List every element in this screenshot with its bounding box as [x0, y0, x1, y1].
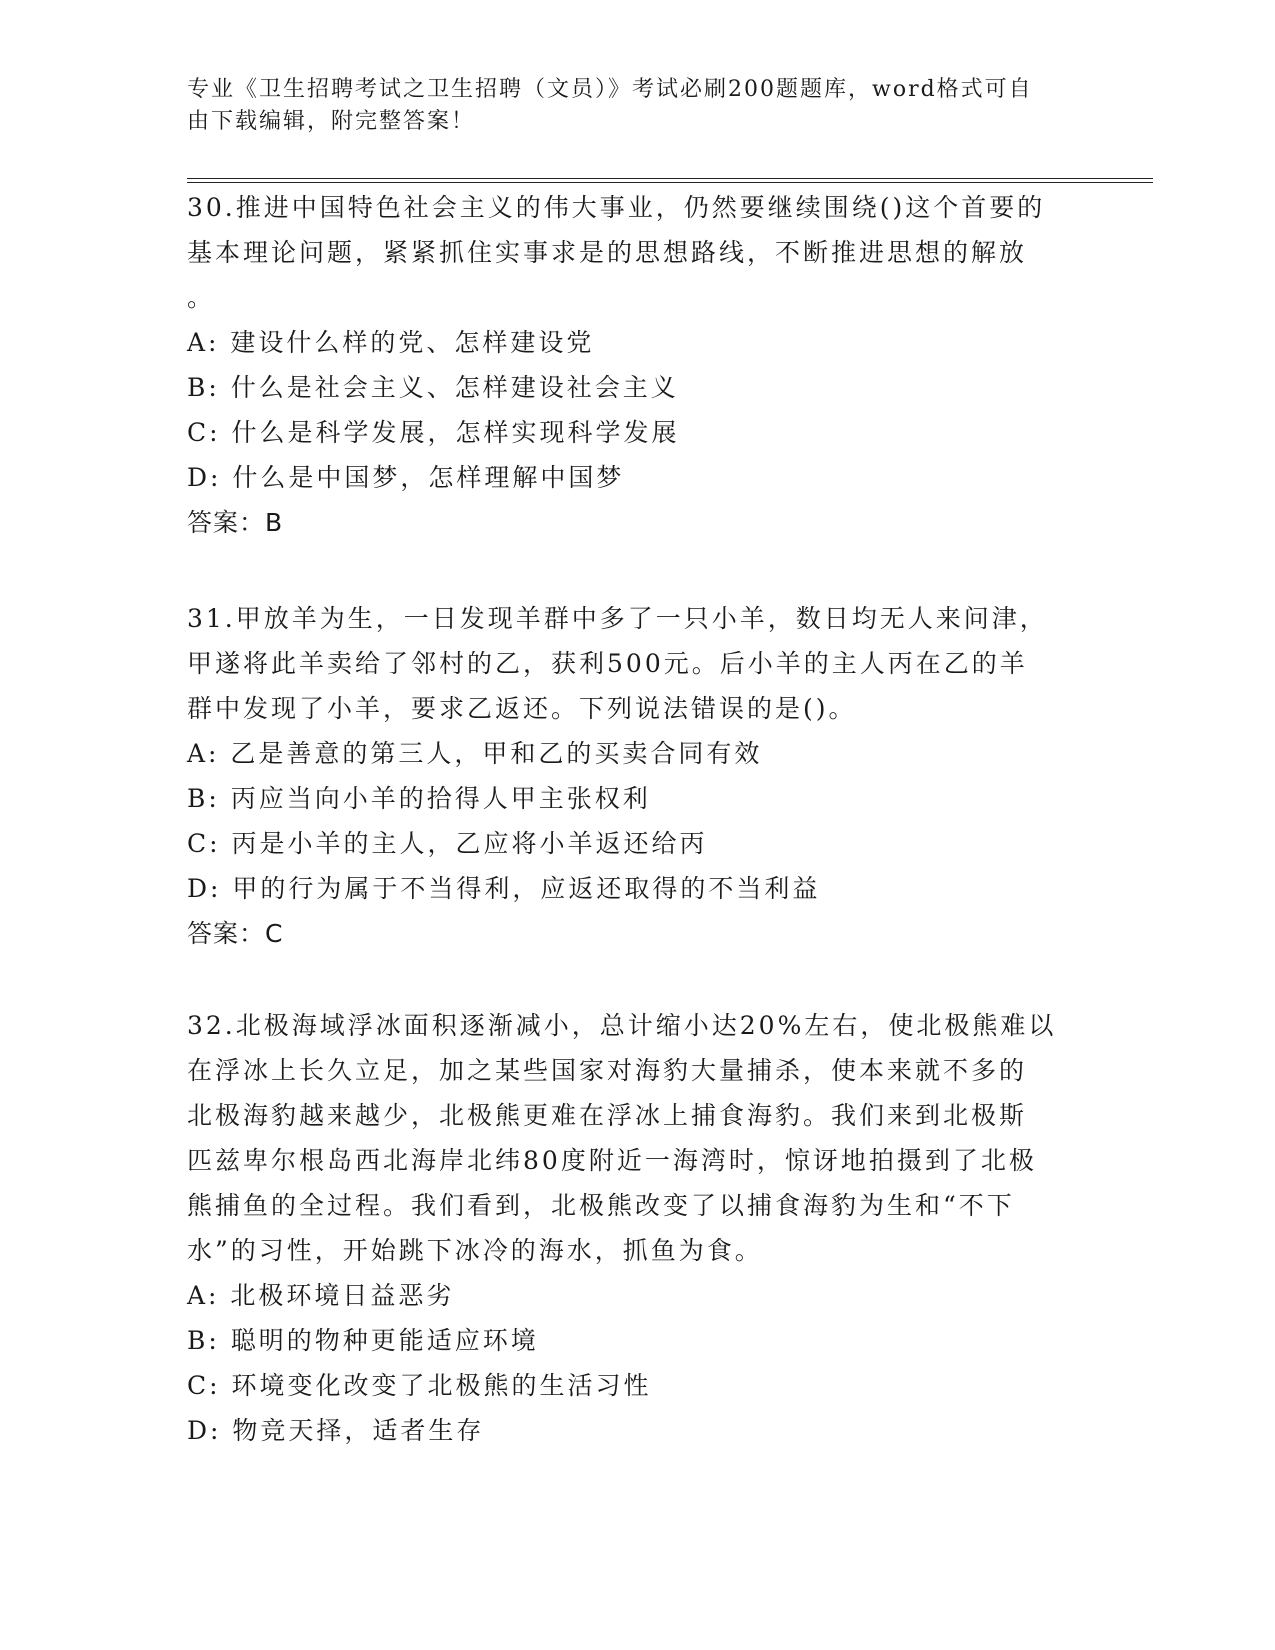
stem-line: 基本理论问题，紧紧抓住实事求是的思想路线，不断推进思想的解放: [187, 238, 1028, 267]
question-32: [187, 1003, 1067, 1453]
question-stem: [187, 596, 1067, 731]
option-c: C: 什么是科学发展，怎样实现科学发展: [187, 418, 680, 447]
stem-line: 甲遂将此羊卖给了邻村的乙，获利500元。后小羊的主人丙在乙的羊: [187, 649, 1028, 678]
question-31: [187, 596, 1067, 956]
stem-line: 群中发现了小羊，要求乙返还。下列说法错误的是()。: [187, 694, 857, 723]
answer-line: 答案：C: [187, 919, 284, 948]
option-d: D: 甲的行为属于不当得利，应返还取得的不当利益: [187, 874, 821, 903]
option-b: B: 什么是社会主义、怎样建设社会主义: [187, 373, 679, 402]
stem-line: 31.甲放羊为生，一日发现羊群中多了一只小羊，数日均无人来问津，: [187, 604, 1048, 633]
stem-line: 30.推进中国特色社会主义的伟大事业，仍然要继续围绕()这个首要的: [187, 193, 1046, 222]
option-b: B: 聪明的物种更能适应环境: [187, 1326, 539, 1355]
option-c: C: 丙是小羊的主人，乙应将小羊返还给丙: [187, 829, 708, 858]
option-a: A: 北极环境日益恶劣: [187, 1281, 455, 1310]
option-a: A: 建设什么样的党、怎样建设党: [187, 328, 595, 357]
question-stem: [187, 185, 1067, 320]
header-divider: [187, 182, 1153, 183]
option-d: D: 什么是中国梦，怎样理解中国梦: [187, 463, 625, 492]
stem-line: 熊捕鱼的全过程。我们看到，北极熊改变了以捕食海豹为生和“不下: [187, 1191, 1015, 1220]
header-divider: [187, 178, 1153, 179]
stem-line: 匹兹卑尔根岛西北海岸北纬80度附近一海湾时，惊讶地拍摄到了北极: [187, 1146, 1037, 1175]
stem-line: 。: [187, 283, 216, 312]
option-b: B: 丙应当向小羊的拾得人甲主张权利: [187, 784, 651, 813]
option-a: A: 乙是善意的第三人，甲和乙的买卖合同有效: [187, 739, 763, 768]
question-30: [187, 185, 1067, 545]
option-c: C: 环境变化改变了北极熊的生活习性: [187, 1371, 652, 1400]
header-line: 由下载编辑，附完整答案！: [187, 109, 476, 134]
stem-line: 水”的习性，开始跳下冰冷的海水，抓鱼为食。: [187, 1236, 763, 1265]
option-d: D: 物竞天择，适者生存: [187, 1416, 485, 1445]
document-header: [187, 74, 1067, 138]
stem-line: 32.北极海域浮冰面积逐渐减小，总计缩小达20%左右，使北极熊难以: [187, 1011, 1057, 1040]
question-stem: [187, 1003, 1067, 1273]
stem-line: 北极海豹越来越少，北极熊更难在浮冰上捕食海豹。我们来到北极斯: [187, 1101, 1028, 1130]
header-line: 专业《卫生招聘考试之卫生招聘（文员）》考试必刷200题题库，word格式可自: [187, 77, 1033, 102]
stem-line: 在浮冰上长久立足，加之某些国家对海豹大量捕杀，使本来就不多的: [187, 1056, 1028, 1085]
answer-line: 答案：B: [187, 508, 284, 537]
